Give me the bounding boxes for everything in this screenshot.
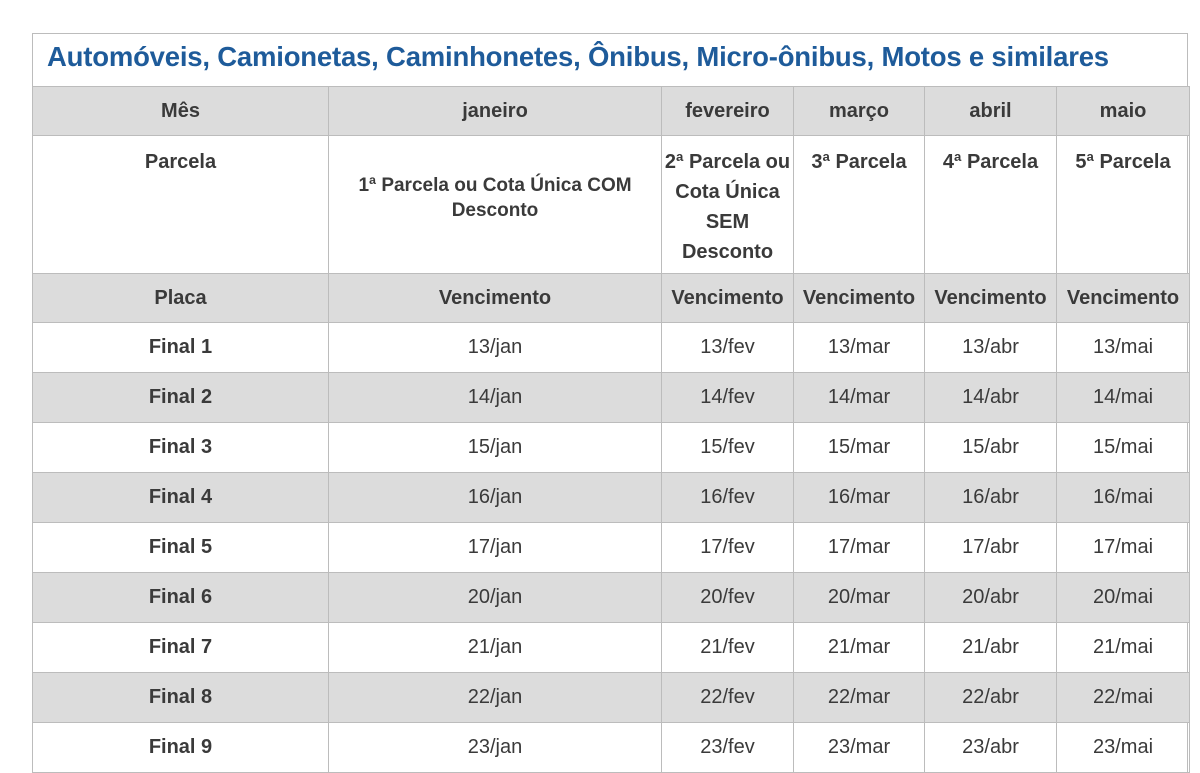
vencimento-header-row: [33, 274, 1190, 323]
date-cell: 23/jan: [329, 723, 662, 773]
vencimento-label-4: Vencimento: [925, 274, 1057, 323]
date-cell: 16/mai: [1057, 473, 1190, 523]
vencimento-label-2: Vencimento: [662, 274, 794, 323]
date-cell: 13/abr: [925, 323, 1057, 373]
date-cell: 22/jan: [329, 673, 662, 723]
date-cell: 23/mar: [794, 723, 925, 773]
placa-cell: Final 3: [33, 423, 329, 473]
month-abril: abril: [925, 87, 1057, 136]
table-row: [33, 673, 1190, 723]
date-cell: 21/abr: [925, 623, 1057, 673]
date-cell: 20/jan: [329, 573, 662, 623]
date-cell: 22/abr: [925, 673, 1057, 723]
month-fevereiro: fevereiro: [662, 87, 794, 136]
parcela-2: 2ª Parcela ou Cota Única SEM Desconto: [662, 136, 794, 274]
date-cell: 20/abr: [925, 573, 1057, 623]
month-label: Mês: [33, 87, 329, 136]
table-row: [33, 373, 1190, 423]
table-row: [33, 623, 1190, 673]
date-cell: 21/mai: [1057, 623, 1190, 673]
month-janeiro: janeiro: [329, 87, 662, 136]
date-cell: 15/abr: [925, 423, 1057, 473]
placa-cell: Final 7: [33, 623, 329, 673]
date-cell: 22/mai: [1057, 673, 1190, 723]
date-cell: 22/mar: [794, 673, 925, 723]
date-cell: 20/mai: [1057, 573, 1190, 623]
date-cell: 23/mai: [1057, 723, 1190, 773]
placa-cell: Final 9: [33, 723, 329, 773]
date-cell: 20/fev: [662, 573, 794, 623]
date-cell: 14/mar: [794, 373, 925, 423]
ipva-schedule-table: [32, 86, 1190, 773]
parcela-label: Parcela: [33, 136, 329, 274]
table-row: [33, 723, 1190, 773]
month-marco: março: [794, 87, 925, 136]
date-cell: 17/mai: [1057, 523, 1190, 573]
date-cell: 14/fev: [662, 373, 794, 423]
date-cell: 14/abr: [925, 373, 1057, 423]
placa-cell: Final 6: [33, 573, 329, 623]
table-row: [33, 573, 1190, 623]
date-cell: 14/mai: [1057, 373, 1190, 423]
date-cell: 13/mai: [1057, 323, 1190, 373]
date-cell: 23/abr: [925, 723, 1057, 773]
table-title: Automóveis, Camionetas, Caminhonetes, Ônibus, Micro-ônibus, Motos e similares: [47, 41, 1109, 72]
placa-cell: Final 2: [33, 373, 329, 423]
month-maio: maio: [1057, 87, 1190, 136]
date-cell: 23/fev: [662, 723, 794, 773]
parcela-4: 4ª Parcela: [925, 136, 1057, 274]
date-cell: 22/fev: [662, 673, 794, 723]
placa-cell: Final 5: [33, 523, 329, 573]
date-cell: 15/mar: [794, 423, 925, 473]
placa-label: Placa: [33, 274, 329, 323]
date-cell: 17/jan: [329, 523, 662, 573]
date-cell: 16/abr: [925, 473, 1057, 523]
vencimento-label-5: Vencimento: [1057, 274, 1190, 323]
parcela-row: [33, 136, 1190, 274]
parcela-3: 3ª Parcela: [794, 136, 925, 274]
date-cell: 13/jan: [329, 323, 662, 373]
date-cell: 17/fev: [662, 523, 794, 573]
placa-cell: Final 1: [33, 323, 329, 373]
date-cell: 14/jan: [329, 373, 662, 423]
date-cell: 16/mar: [794, 473, 925, 523]
parcela-1: 1ª Parcela ou Cota Única COM Desconto: [329, 136, 662, 274]
date-cell: 21/fev: [662, 623, 794, 673]
date-cell: 15/mai: [1057, 423, 1190, 473]
month-header-row: [33, 87, 1190, 136]
date-cell: 17/mar: [794, 523, 925, 573]
date-cell: 13/mar: [794, 323, 925, 373]
date-cell: 16/fev: [662, 473, 794, 523]
vencimento-label-3: Vencimento: [794, 274, 925, 323]
parcela-5: 5ª Parcela: [1057, 136, 1190, 274]
date-cell: 16/jan: [329, 473, 662, 523]
table-row: [33, 523, 1190, 573]
schedule-table-container: [32, 33, 1188, 773]
date-cell: 13/fev: [662, 323, 794, 373]
table-row: [33, 473, 1190, 523]
date-cell: 20/mar: [794, 573, 925, 623]
date-cell: 21/mar: [794, 623, 925, 673]
date-cell: 15/jan: [329, 423, 662, 473]
placa-cell: Final 8: [33, 673, 329, 723]
placa-cell: Final 4: [33, 473, 329, 523]
date-cell: 15/fev: [662, 423, 794, 473]
date-cell: 17/abr: [925, 523, 1057, 573]
table-row: [33, 423, 1190, 473]
date-cell: 21/jan: [329, 623, 662, 673]
table-row: [33, 323, 1190, 373]
vencimento-label-1: Vencimento: [329, 274, 662, 323]
